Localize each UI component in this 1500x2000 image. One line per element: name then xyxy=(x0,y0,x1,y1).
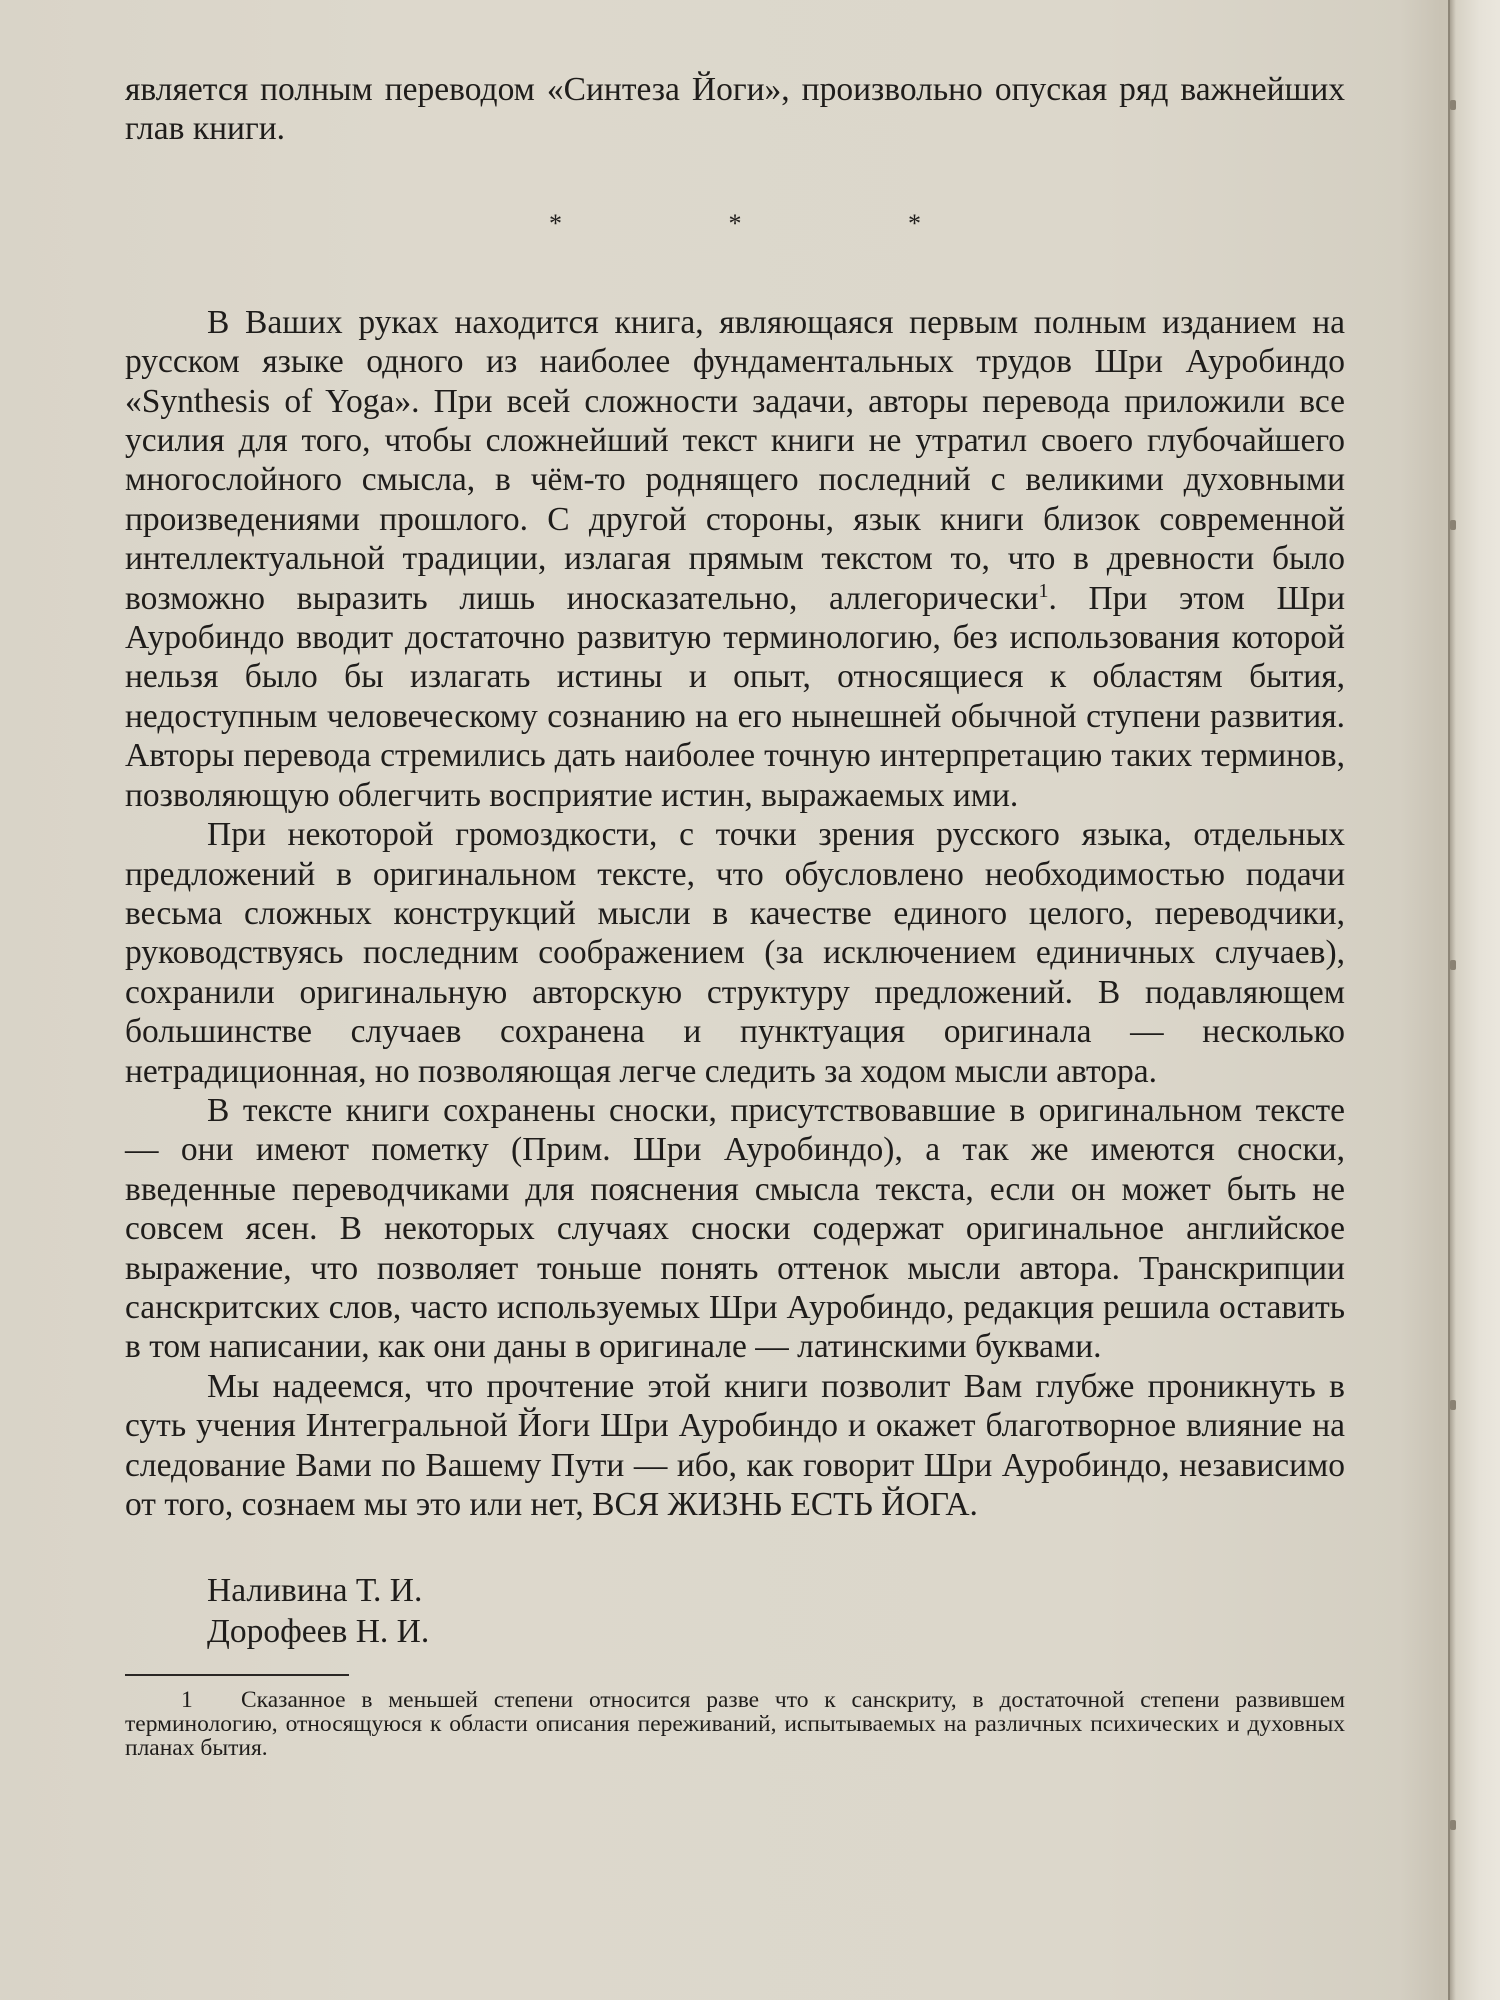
binding-stitch xyxy=(1450,1820,1456,1830)
signature-name: Наливина Т. И. xyxy=(207,1572,423,1610)
book-page xyxy=(125,70,1345,1970)
binding-stitch xyxy=(1450,520,1456,530)
footnote-text: Сказанное в меньшей степени относится разве что к санскриту, в достаточной степени развившем терминологию, относящуюся к области описания переживаний, испытываемых на различных психических и духовных планах бытия. xyxy=(125,1687,1345,1762)
body-paragraph-4 xyxy=(125,1367,1345,1525)
paragraph-1-text-start: В Ваших руках находится книга, являющаяся первым полным изданием на русском языке одного из наиболее фундаментальных трудов Шри Ауробиндо «Synthesis of Yoga». При всей сложности задачи, авторы перевода приложили все усилия для того, чтобы сложнейший текст книги не утратил своего глубочайшего многослойного смысла, в чём-то роднящего последний с великими духовными произведениями прошлого. С другой стороны, язык книги близок современной интеллектуальной традиции, излагая прямым текстом то, что в древности было возможно выразить лишь иносказательно, аллегорически xyxy=(125,303,1345,617)
paragraph-4-text: Мы надеемся, что прочтение этой книги позволит Вам глубже проникнуть в суть учения Интегральной Йоги Шри Ауробиндо и окажет благотворное влияние на следование Вами по Вашему Пути — ибо, как говорит Шри Ауробиндо, независимо от того, сознаем мы это или нет, xyxy=(125,1367,1345,1523)
signatures-block xyxy=(125,1570,1345,1652)
footnote-number: 1 xyxy=(181,1687,193,1714)
closing-emphasis: ВСЯ ЖИЗНЬ ЕСТЬ ЙОГА. xyxy=(592,1486,978,1523)
intro-paragraph: является полным переводом «Синтеза Йоги», произвольно опуская ряд важнейших глав книги. xyxy=(125,71,1345,148)
footnote-divider xyxy=(125,1674,349,1676)
footnote-reference: 1 xyxy=(1038,579,1049,602)
binding-stitch xyxy=(1450,100,1456,110)
binding-stitch xyxy=(1450,1400,1456,1410)
footnote xyxy=(125,1688,1345,1760)
signature-name: Дорофеев Н. И. xyxy=(207,1613,430,1651)
body-paragraph-1 xyxy=(125,303,1345,815)
adjacent-page-edge xyxy=(1448,0,1500,2000)
section-separator: * * * xyxy=(549,208,1001,238)
paragraph-1-text-end: . При этом Шри Ауробиндо вводит достаточно развитую терминологию, без использования которой нельзя было бы излагать истины и опыт, относящиеся к областям бытия, недоступным человеческому сознанию на его нынешней обычной ступени развития. Авторы перевода стремились дать наиболее точную интерпретацию таких терминов, позволяющую облегчить восприятие истин, выражаемых ими. xyxy=(125,579,1345,814)
binding-stitch xyxy=(1450,960,1456,970)
body-paragraph-3: В тексте книги сохранены сноски, присутствовавшие в оригинальном тексте — они имеют пометку (Прим. Шри Ауробиндо), а так же имеются сноски, введенные переводчиками для пояснения смысла текста, если он может быть не совсем ясен. В некоторых случаях сноски содержат оригинальное английское выражение, что позволяет тоньше понять оттенок мысли автора. Транскрипции санскритских слов, часто используемых Шри Ауробиндо, редакция решила оставить в том написании, как они даны в оригинале — латинскими буквами. xyxy=(125,1091,1345,1366)
body-paragraph-2: При некоторой громоздкости, с точки зрения русского языка, отдельных предложений в оригинальном тексте, что обусловлено необходимостью подачи весьма сложных конструкций мысли в качестве единого целого, переводчики, руководствуясь последним соображением (за исключением единичных случаев), сохранили оригинальную авторскую структуру предложений. В подавляющем большинстве случаев сохранена и пунктуация оригинала — несколько нетрадиционная, но позволяющая легче следить за ходом мысли автора. xyxy=(125,816,1345,1090)
